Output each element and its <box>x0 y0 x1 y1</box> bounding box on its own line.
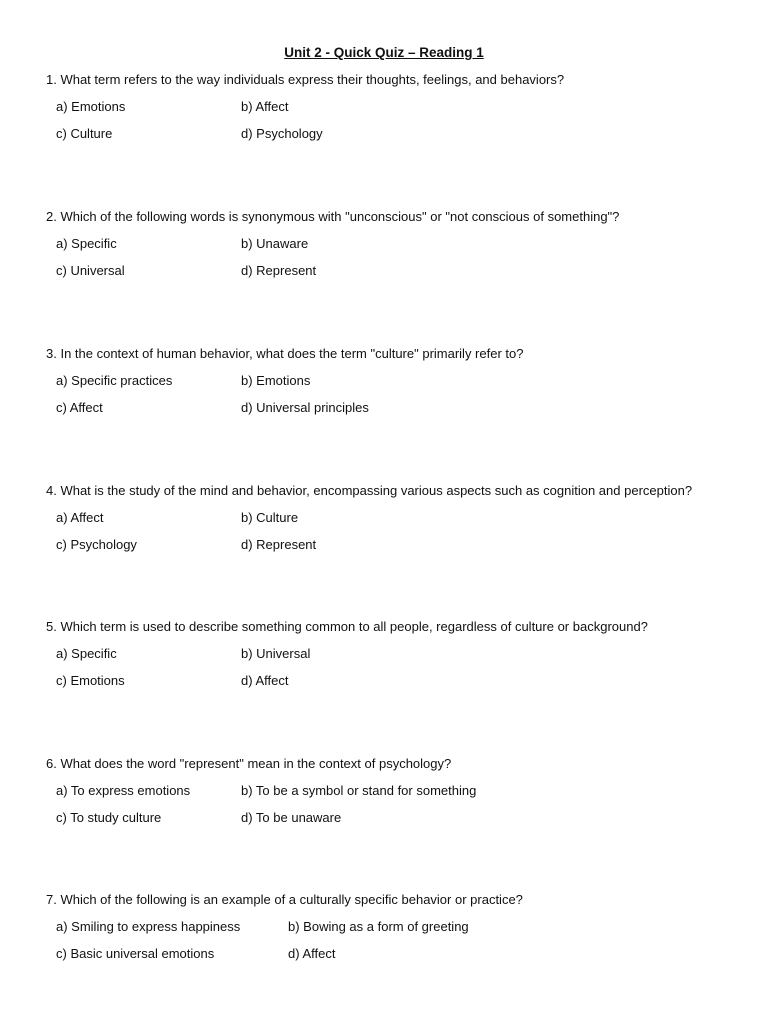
option-d: d) Affect <box>288 946 336 961</box>
option-a: a) Affect <box>56 510 104 525</box>
option-b: b) Culture <box>241 510 299 525</box>
question-text: 1. What term refers to the way individuals express their thoughts, feelings, and behaviors? <box>46 72 565 87</box>
option-c: c) Basic universal emotions <box>56 946 215 961</box>
option-c: c) Culture <box>56 126 113 141</box>
option-a: a) To express emotions <box>56 783 191 798</box>
option-b: b) Universal <box>241 646 311 661</box>
option-d: d) Represent <box>241 537 317 552</box>
option-a: a) Emotions <box>56 99 126 114</box>
question-text: 5. Which term is used to describe something common to all people, regardless of culture or background? <box>46 619 648 634</box>
option-d: d) Universal principles <box>241 400 369 415</box>
option-c: c) Universal <box>56 263 125 278</box>
option-c: c) Affect <box>56 400 103 415</box>
question-text: 2. Which of the following words is synonymous with "unconscious" or "not conscious of something"? <box>46 209 620 224</box>
option-b: b) To be a symbol or stand for something <box>241 783 477 798</box>
option-d: d) Psychology <box>241 126 323 141</box>
option-a: a) Smiling to express happiness <box>56 919 241 934</box>
question-text: 6. What does the word "represent" mean in the context of psychology? <box>46 756 452 771</box>
option-c: c) Psychology <box>56 537 137 552</box>
page-title: Unit 2 - Quick Quiz – Reading 1 <box>284 45 484 60</box>
question-text: 3. In the context of human behavior, what does the term "culture" primarily refer to? <box>46 346 524 361</box>
option-d: d) Represent <box>241 263 317 278</box>
option-b: b) Bowing as a form of greeting <box>288 919 469 934</box>
option-d: d) To be unaware <box>241 810 342 825</box>
option-b: b) Unaware <box>241 236 309 251</box>
option-a: a) Specific practices <box>56 373 173 388</box>
option-a: a) Specific <box>56 236 117 251</box>
option-b: b) Affect <box>241 99 289 114</box>
option-c: c) Emotions <box>56 673 125 688</box>
option-c: c) To study culture <box>56 810 162 825</box>
option-a: a) Specific <box>56 646 117 661</box>
option-b: b) Emotions <box>241 373 311 388</box>
question-text: 7. Which of the following is an example of a culturally specific behavior or practice? <box>46 892 523 907</box>
option-d: d) Affect <box>241 673 289 688</box>
question-text: 4. What is the study of the mind and behavior, encompassing various aspects such as cognition and perception? <box>46 483 693 498</box>
